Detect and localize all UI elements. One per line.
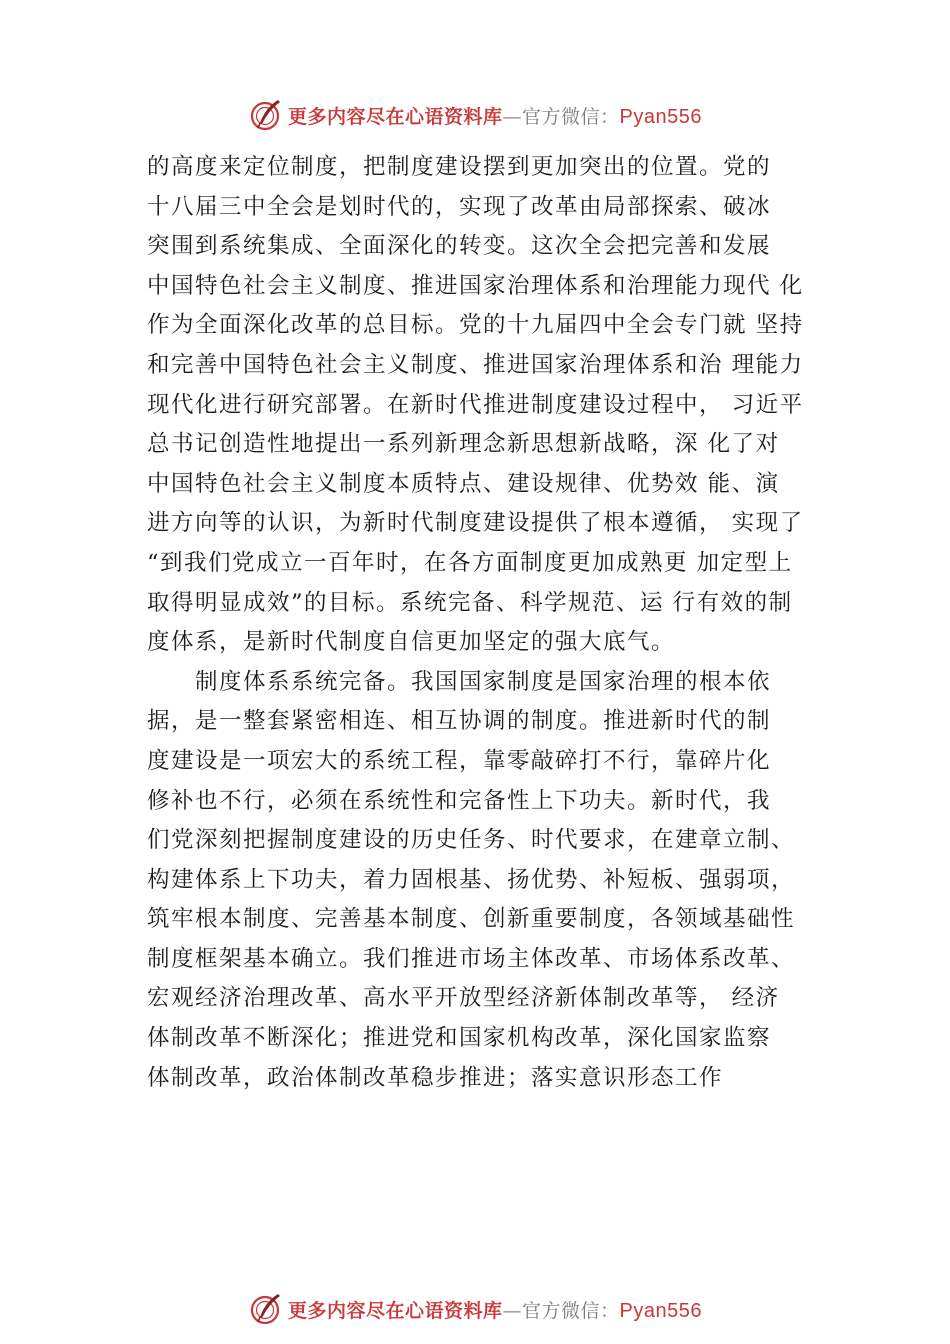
- body-line: 修补也不行，必须在系统性和完备性上下功夫。新时代，我: [147, 787, 772, 814]
- footer-text: [288, 1296, 702, 1323]
- header-separator: —: [502, 105, 523, 128]
- body-line: 十八届三中全会是划时代的，实现了改革由局部探索、破冰: [147, 193, 772, 220]
- body-line: 中国特色社会主义制度本质特点、建设规律、优势效 能、演: [147, 470, 780, 497]
- footer-wechat-id: Pyan556: [619, 1299, 702, 1322]
- body-line: 体制改革，政治体制改革稳步推进；落实意识形态工作: [147, 1064, 724, 1091]
- body-line: 度体系，是新时代制度自信更加坚定的强大底气。: [147, 629, 676, 656]
- paragraph-first-line: 制度体系系统完备。我国国家制度是国家治理的根本依: [195, 668, 772, 695]
- document-body: [147, 148, 847, 1098]
- footer-banner: [0, 1289, 950, 1329]
- body-line: 度建设是一项宏大的系统工程，靠零敲碎打不行，靠碎片化: [147, 747, 772, 774]
- body-line: 体制改革不断深化；推进党和国家机构改革，深化国家监察: [147, 1025, 772, 1052]
- footer-brand: 更多内容尽在心语资料库: [288, 1299, 503, 1322]
- quill-seal-icon: [248, 1291, 284, 1327]
- body-line: 们党深刻把握制度建设的历史任务、时代要求，在建章立制、: [147, 827, 796, 854]
- body-line: 突围到系统集成、全面深化的转变。这次全会把完善和发展: [147, 233, 772, 260]
- body-line: 取得明显成效”的目标。系统完备、科学规范、运 行有效的制: [147, 589, 793, 616]
- body-line: 现代化进行研究部署。在新时代推进制度建设过程中， 习近平: [147, 391, 804, 418]
- body-line: 制度框架基本确立。我们推进市场主体改革、市场体系改革、: [147, 945, 796, 972]
- body-line: 中国特色社会主义制度、推进国家治理体系和治理能力现代 化: [147, 272, 804, 299]
- body-line: 宏观经济治理改革、高水平开放型经济新体制改革等， 经济: [147, 985, 780, 1012]
- body-line: 据，是一整套紧密相连、相互协调的制度。推进新时代的制: [147, 708, 772, 735]
- body-line: 进方向等的认识，为新时代制度建设提供了根本遵循， 实现了: [147, 510, 804, 537]
- body-line: 的高度来定位制度，把制度建设摆到更加突出的位置。党的: [147, 154, 772, 180]
- header-banner: [0, 95, 950, 135]
- body-line: 总书记创造性地提出一系列新理念新思想新战略，深 化了对: [147, 431, 780, 458]
- header-wechat-label: 官方微信：: [522, 105, 620, 128]
- body-line: 作为全面深化改革的总目标。党的十九届四中全会专门就 坚持: [147, 312, 804, 339]
- footer-separator: —: [502, 1299, 523, 1322]
- footer-wechat-label: 官方微信：: [522, 1299, 620, 1322]
- body-line: 筑牢根本制度、完善基本制度、创新重要制度，各领域基础性: [147, 906, 796, 933]
- body-line: 和完善中国特色社会主义制度、推进国家治理体系和治 理能力: [147, 351, 804, 378]
- header-brand: 更多内容尽在心语资料库: [288, 105, 503, 128]
- body-line: “到我们党成立一百年时，在各方面制度更加成熟更 加定型上: [147, 549, 793, 576]
- header-text: [288, 102, 702, 129]
- quill-seal-icon: [248, 97, 284, 133]
- body-line: 构建体系上下功夫，着力固根基、扬优势、补短板、强弱项，: [147, 866, 796, 893]
- header-wechat-id: Pyan556: [619, 105, 702, 128]
